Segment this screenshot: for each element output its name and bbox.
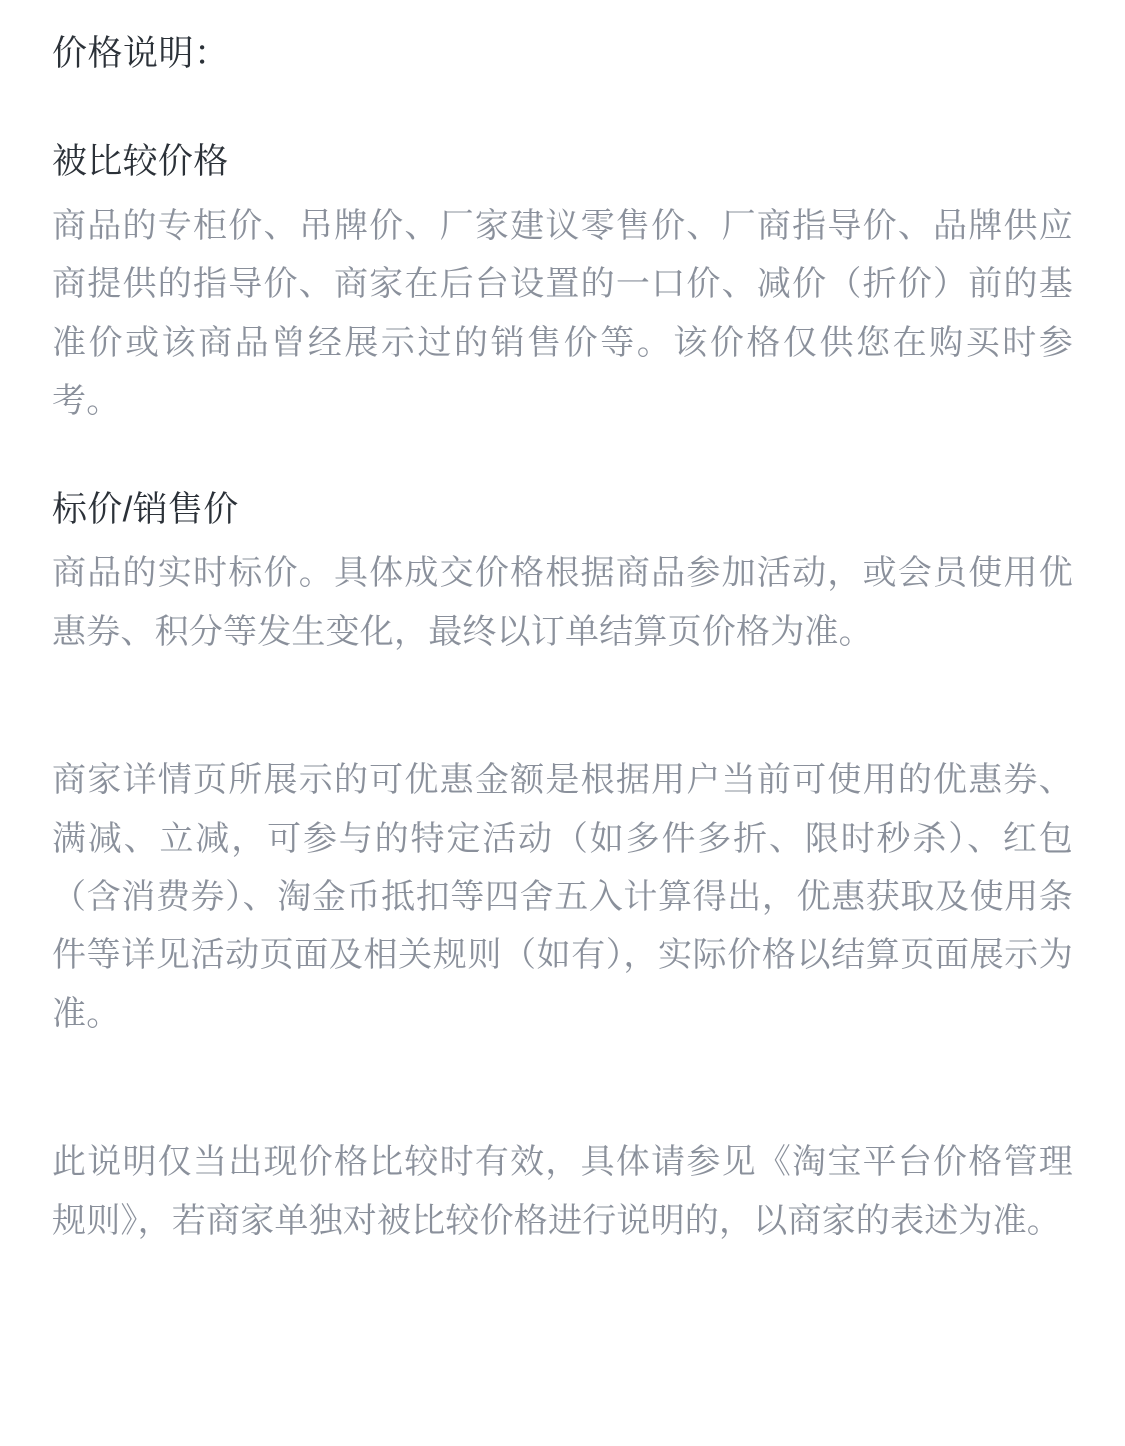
section-heading-list-sale-price: 标价/销售价 [52,489,239,529]
section-heading-compared-price: 被比较价格 [52,142,229,182]
paragraph-spacer-2 [52,1089,1073,1133]
paragraph-discount-calculation: 商家详情页所展示的可优惠金额是根据用户当前可使用的优惠券、满减、立减，可参与的特定活动（如多件多折、限时秒杀）、红包（含消费券）、淘金币抵扣等四舍五入计算得出，优惠获取及使用条件等详见活动页面及相关规则（如有），实际价格以结算页面展示为准。 [52,761,1073,1033]
paragraph-rule-reference: 此说明仅当出现价格比较时有效，具体请参见《淘宝平台价格管理规则》，若商家单独对被比较价格进行说明的，以商家的表述为准。 [52,1143,1073,1240]
paragraph-list-price-definition: 商品的实时标价。具体成交价格根据商品参加活动，或会员使用优惠券、积分等发生变化，最终以订单结算页价格为准。 [52,554,1073,651]
section-list-sale-price [52,487,1073,1251]
section-compared-price [52,139,1073,430]
paragraph-spacer [52,707,1073,751]
paragraph-compared-price-definition: 商品的专柜价、吊牌价、厂家建议零售价、厂商指导价、品牌供应商提供的指导价、商家在后台设置的一口价、减价（折价）前的基准价或该商品曾经展示过的销售价等。该价格仅供您在购买时参考。 [52,206,1073,421]
page-title: 价格说明： [52,34,230,73]
